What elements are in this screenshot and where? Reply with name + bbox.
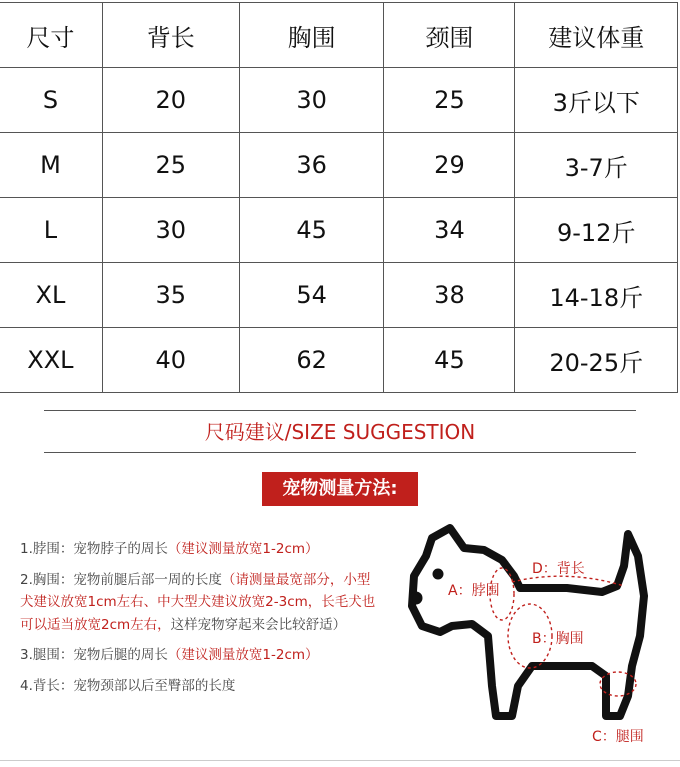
table-cell: XL — [0, 263, 102, 328]
divider-top — [44, 410, 636, 411]
note-label: 3.腿围：宠物后腿的周长 — [20, 647, 168, 663]
table-cell: 14-18斤 — [515, 263, 678, 328]
table-cell: L — [0, 198, 102, 263]
table-cell: 62 — [239, 328, 384, 393]
table-cell: 30 — [239, 68, 384, 133]
table-cell: 36 — [239, 133, 384, 198]
bottom-divider — [0, 760, 680, 761]
measurement-notes — [20, 538, 380, 705]
label-d-back: D：背长 — [532, 561, 585, 577]
note-hint: （建议测量放宽1-2cm） — [167, 541, 319, 557]
note-label: 2.胸围：宠物前腿后部一周的长度 — [20, 571, 222, 588]
table-cell: 30 — [102, 198, 239, 263]
table-cell: 38 — [384, 263, 515, 328]
note-leg — [20, 644, 380, 667]
table-cell: 25 — [102, 133, 239, 198]
table-cell: 29 — [384, 133, 515, 198]
table-cell: 9-12斤 — [515, 198, 678, 263]
note-hint: （建议测量放宽1-2cm） — [167, 647, 319, 663]
table-cell: 35 — [102, 263, 239, 328]
header-cell: 尺寸 — [0, 3, 102, 68]
table-row — [0, 263, 678, 328]
table-cell: XXL — [0, 328, 102, 393]
label-b-chest: B：胸围 — [532, 631, 584, 647]
table-row — [0, 198, 678, 263]
label-c-leg: C：腿围 — [592, 729, 644, 745]
note-label: 4.背长：宠物颈部以后至臀部的长度 — [20, 677, 236, 694]
note-hint: （请测量最宽部分，小型犬建议放宽1cm左右、中大型犬建议放宽2-3cm，长毛犬也可以适当放宽2cm左右， — [20, 571, 376, 633]
table-row — [0, 68, 678, 133]
table-header-row — [0, 3, 678, 68]
table-cell: S — [0, 68, 102, 133]
table-cell: 20-25斤 — [515, 328, 678, 393]
divider-bottom — [44, 452, 636, 453]
note-label: 1.脖围：宠物脖子的周长 — [20, 541, 168, 557]
table-cell: 3斤以下 — [515, 68, 678, 133]
table-cell: 34 — [384, 198, 515, 263]
note-neck — [20, 538, 380, 561]
header-cell: 胸围 — [239, 3, 384, 68]
table-cell: M — [0, 133, 102, 198]
header-cell: 背长 — [102, 3, 239, 68]
header-cell: 颈围 — [384, 3, 515, 68]
label-a-neck: A：脖围 — [448, 583, 500, 599]
table-cell: 54 — [239, 263, 384, 328]
table-cell: 3-7斤 — [515, 133, 678, 198]
measure-method-badge: 宠物测量方法: — [262, 472, 418, 506]
note-tail: 这样宠物穿起来会比较舒适） — [170, 616, 347, 633]
table-cell: 40 — [102, 328, 239, 393]
table-cell: 25 — [384, 68, 515, 133]
header-cell: 建议体重 — [515, 3, 678, 68]
size-table — [0, 2, 678, 393]
table-row — [0, 133, 678, 198]
note-back — [20, 675, 380, 698]
table-cell: 45 — [239, 198, 384, 263]
table-row — [0, 328, 678, 393]
note-chest — [20, 569, 380, 637]
table-cell: 45 — [384, 328, 515, 393]
table-cell: 20 — [102, 68, 239, 133]
size-suggestion-title: 尺码建议/SIZE SUGGESTION — [204, 420, 476, 444]
